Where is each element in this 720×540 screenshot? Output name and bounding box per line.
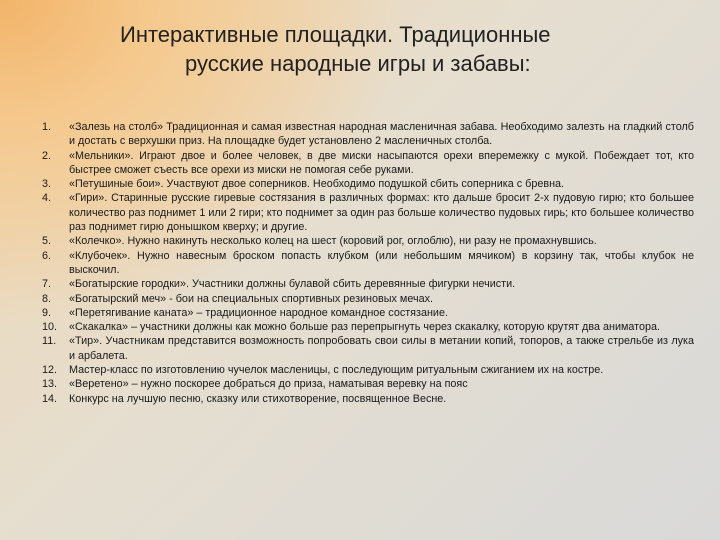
- list-item: [42, 191, 694, 234]
- list-item: [42, 292, 694, 306]
- list-item: [42, 249, 694, 278]
- item-number: 5.: [42, 235, 52, 248]
- item-number: 1.: [42, 121, 52, 133]
- list-item: [42, 277, 694, 291]
- item-text: «Залезь на столб» Традиционная и самая известная народная масленичная забава. Необходимо залезть на гладкий столб и достать с верхушки приз. На площадке будет установлено 2 масленичных столба.: [69, 121, 694, 148]
- title-line-1: Интерактивные площадки. Традиционные: [120, 22, 551, 47]
- item-number: 12.: [42, 364, 58, 377]
- item-number: 3.: [42, 178, 52, 191]
- list-item: [42, 120, 694, 149]
- item-number: 14.: [42, 392, 58, 405]
- item-number: 10.: [42, 321, 58, 334]
- item-text: «Скакалка» – участники должны как можно больше раз перепрыгнуть через скакалку, которую крутят два аниматора.: [69, 321, 660, 334]
- list-item: [42, 377, 694, 391]
- list-item: [42, 334, 694, 363]
- item-number: 11.: [42, 335, 57, 348]
- list-item: [42, 149, 694, 178]
- item-text: «Веретено» – нужно поскорее добраться до приза, наматывая веревку на пояс: [69, 378, 468, 391]
- item-text: «Богатырский меч» - бои на специальных спортивных резиновых мечах.: [69, 292, 434, 305]
- item-text: «Гири». Старинные русские гиревые состязания в различных формах: кто дальше бросит 2-х пудовую гирю; кто большее количество раз поднимет 1 или 2 гири; кто поднимет за один раз больше количество пудовых гирь; кто большее количество раз поднимет гирю донышком кверху; и другие.: [69, 192, 694, 234]
- list-item: [42, 320, 694, 334]
- item-number: 6.: [42, 249, 52, 262]
- item-number: 2.: [42, 149, 52, 162]
- list-item: [42, 306, 694, 320]
- list-item: [42, 392, 694, 406]
- item-number: 8.: [42, 292, 52, 305]
- item-text: «Колечко». Нужно накинуть несколько колец на шест (коровий рог, оглоблю), ни разу не промахнувшись.: [69, 235, 597, 248]
- slide-title: [0, 20, 720, 78]
- item-text: Мастер-класс по изготовлению чучелок масленицы, с последующим ритуальным сжиганием их на костре.: [69, 364, 604, 377]
- item-number: 4.: [42, 192, 52, 205]
- item-number: 13.: [42, 378, 58, 391]
- games-list: [42, 120, 694, 406]
- item-text: «Мельники». Играют двое и более человек, в две миски насыпаются орехи вперемежку с мукой. Побеждает тот, кто быстрее сможет съесть все орехи из миски не помогая себе руками.: [69, 149, 694, 176]
- item-text: «Клубочек». Нужно навесным броском попасть клубком (или небольшим мячиком) в корзину так, чтобы клубок не выскочил.: [69, 249, 694, 276]
- list-item: [42, 234, 694, 248]
- title-line-2: русские народные игры и забавы:: [185, 51, 531, 76]
- list-item: [42, 363, 694, 377]
- item-text: «Петушиные бои». Участвуют двое соперников. Необходимо подушкой сбить соперника с бревна.: [69, 178, 565, 191]
- list-item: [42, 177, 694, 191]
- item-number: 9.: [42, 306, 52, 319]
- item-text: «Перетягивание каната» – традиционное народное командное состязание.: [69, 306, 448, 319]
- item-text: «Тир». Участникам представится возможность попробовать свои силы в метании копий, топоров, а также стрельбе из лука и арбалета.: [69, 335, 694, 362]
- item-text: Конкурс на лучшую песню, сказку или стихотворение, посвященное Весне.: [69, 392, 447, 405]
- item-text: «Богатырские городки». Участники должны булавой сбить деревянные фигурки нечисти.: [69, 278, 516, 291]
- item-number: 7.: [42, 278, 52, 291]
